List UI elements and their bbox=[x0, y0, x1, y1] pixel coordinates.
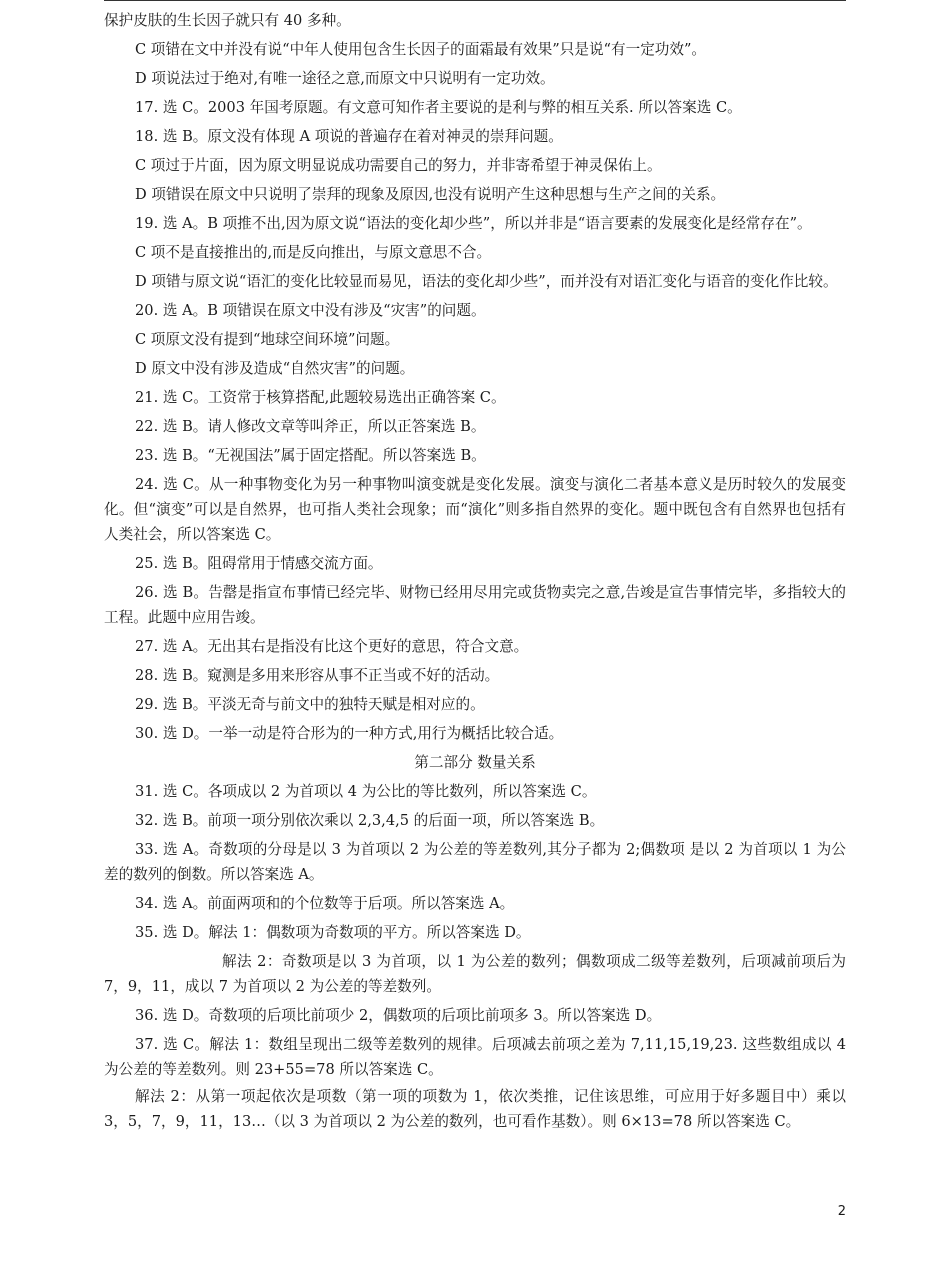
paragraph: 31. 选 C。各项成以 2 为首项以 4 为公比的等比数列，所以答案选 C。 bbox=[135, 783, 597, 800]
paragraph: D 原文中没有涉及造成“自然灾害”的问题。 bbox=[135, 360, 415, 377]
document-body bbox=[104, 6, 846, 1136]
paragraph: 27. 选 A。无出其右是指没有比这个更好的意思，符合文意。 bbox=[135, 638, 529, 655]
paragraph: 保护皮肤的生长因子就只有 40 多种。 bbox=[104, 12, 351, 29]
paragraph: 解法 2：奇数项是以 3 为首项，以 1 为公差的数列；偶数项成二级等差数列，后项减前项后为 7，9，11，成以 7 为首项以 2 为公差的等差数列。 bbox=[104, 953, 846, 995]
paragraph: 23. 选 B。“无视国法”属于固定搭配。所以答案选 B。 bbox=[135, 447, 486, 464]
paragraph: C 项不是直接推出的,而是反向推出，与原文意思不合。 bbox=[135, 244, 492, 261]
paragraph: C 项错在文中并没有说“中年人使用包含生长因子的面霜最有效果”只是说“有一定功效”。 bbox=[135, 41, 707, 58]
paragraph: C 项过于片面，因为原文明显说成功需要自己的努力，并非寄希望于神灵保佑上。 bbox=[135, 157, 662, 174]
paragraph: 24. 选 C。从一种事物变化为另一种事物叫演变就是变化发展。演变与演化二者基本意义是历时较久的发展变化。但“演变”可以是自然界，也可指人类社会现象；而“演化”则多指自然界的变化。题中既包含有自然界也包括有人类社会，所以答案选 C。 bbox=[104, 476, 846, 543]
paragraph: 32. 选 B。前项一项分别依次乘以 2,3,4,5 的后面一项，所以答案选 B。 bbox=[135, 812, 605, 829]
paragraph: 21. 选 C。工资常于核算搭配,此题较易选出正确答案 C。 bbox=[135, 389, 506, 406]
header-rule bbox=[104, 0, 846, 1]
paragraph: 35. 选 D。解法 1：偶数项为奇数项的平方。所以答案选 D。 bbox=[135, 924, 531, 941]
paragraph: 17. 选 C。2003 年国考原题。有文意可知作者主要说的是利与弊的相互关系. 所以答案选 C。 bbox=[135, 99, 742, 116]
paragraph: 22. 选 B。请人修改文章等叫斧正，所以正答案选 B。 bbox=[135, 418, 486, 435]
page-number: 2 bbox=[837, 1204, 846, 1219]
section-heading: 第二部分 数量关系 bbox=[414, 754, 536, 771]
paragraph: D 项错误在原文中只说明了崇拜的现象及原因,也没有说明产生这种思想与生产之间的关系。 bbox=[135, 186, 726, 203]
paragraph: C 项原文没有提到“地球空间环境”问题。 bbox=[135, 331, 400, 348]
paragraph: D 项说法过于绝对,有唯一途径之意,而原文中只说明有一定功效。 bbox=[135, 70, 555, 87]
paragraph: 26. 选 B。告罄是指宣布事情已经完毕、财物已经用尽用完或货物卖完之意,告竣是宣告事情完毕，多指较大的工程。此题中应用告竣。 bbox=[104, 584, 846, 626]
paragraph: 34. 选 A。前面两项和的个位数等于后项。所以答案选 A。 bbox=[135, 895, 515, 912]
paragraph: 25. 选 B。阻碍常用于情感交流方面。 bbox=[135, 555, 383, 572]
paragraph: 36. 选 D。奇数项的后项比前项少 2，偶数项的后项比前项多 3。所以答案选 D。 bbox=[135, 1007, 662, 1024]
paragraph: 20. 选 A。B 项错误在原文中没有涉及“灾害”的问题。 bbox=[135, 302, 486, 319]
paragraph: 解法 2：从第一项起依次是项数（第一项的项数为 1，依次类推，记住该思维，可应用于好多题目中）乘以 3，5，7，9，11，13…（以 3 为首项以 2 为公差的数列，也可看作基数）。则 6×13=78 所以答案选 C。 bbox=[104, 1088, 846, 1130]
paragraph: 28. 选 B。窥测是多用来形容从事不正当或不好的活动。 bbox=[135, 667, 500, 684]
paragraph: 18. 选 B。原文没有体现 A 项说的普遍存在着对神灵的崇拜问题。 bbox=[135, 128, 563, 145]
paragraph: 19. 选 A。B 项推不出,因为原文说“语法的变化却少些”，所以并非是“语言要素的发展变化是经常存在”。 bbox=[135, 215, 812, 232]
paragraph: 33. 选 A。奇数项的分母是以 3 为首项以 2 为公差的等差数列,其分子都为 2;偶数项 是以 2 为首项以 1 为公差的数列的倒数。所以答案选 A。 bbox=[104, 841, 846, 883]
paragraph: D 项错与原文说“语汇的变化比较显而易见，语法的变化却少些”，而并没有对语汇变化与语音的变化作比较。 bbox=[135, 273, 838, 290]
paragraph: 37. 选 C。解法 1：数组呈现出二级等差数列的规律。后项减去前项之差为 7,11,15,19,23. 这些数组成以 4 为公差的等差数列。则 23+55=78 所以答案选 C。 bbox=[104, 1036, 846, 1078]
paragraph: 29. 选 B。平淡无奇与前文中的独特天赋是相对应的。 bbox=[135, 696, 485, 713]
paragraph: 30. 选 D。一举一动是符合形为的一种方式,用行为概括比较合适。 bbox=[135, 725, 564, 742]
